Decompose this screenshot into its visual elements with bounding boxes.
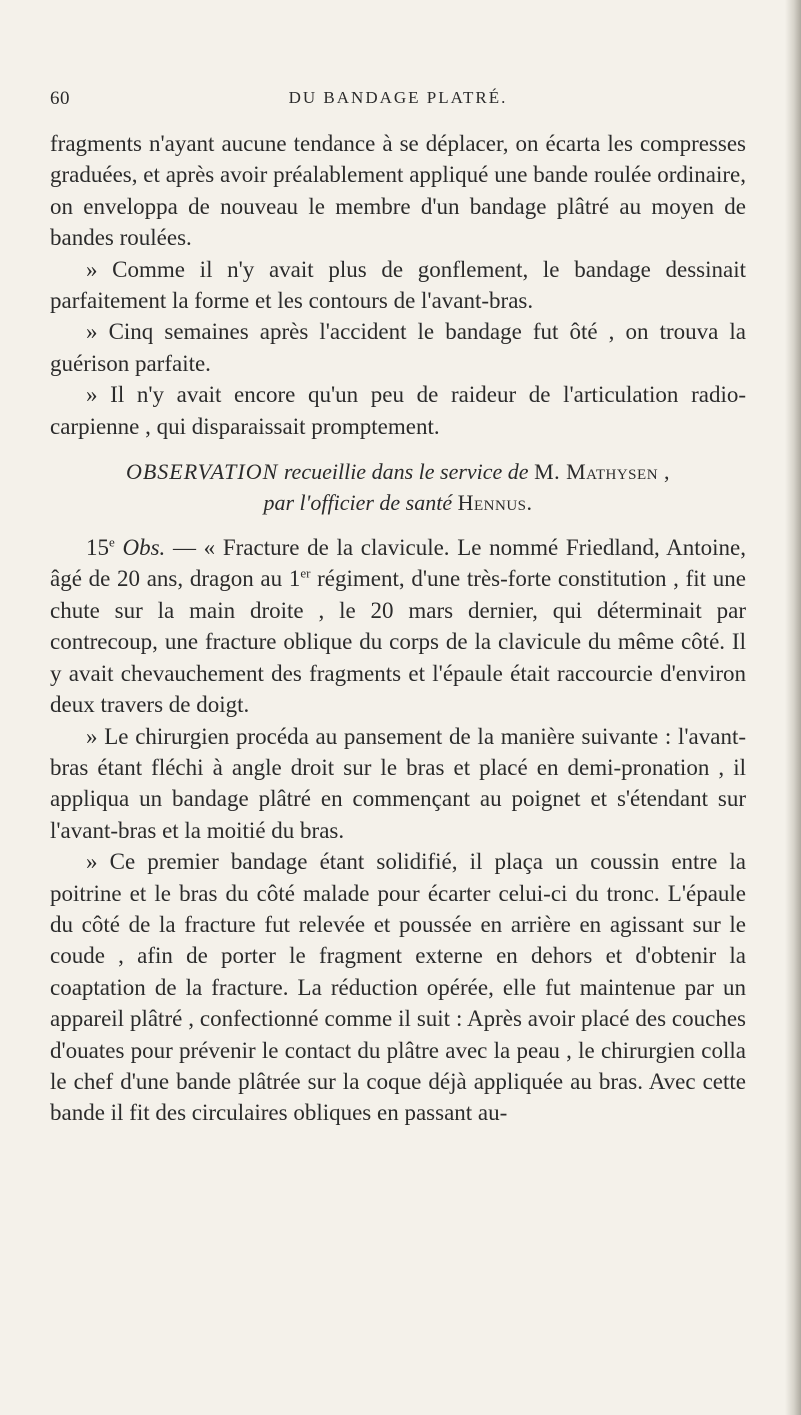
body-text bbox=[50, 128, 746, 1129]
observation-heading bbox=[50, 456, 746, 518]
observation-text-end: régiment, d'une très-forte constitution , fit une chute sur la main droite , le 20 mars dernier, qui déterminait par contrecoup, une fracture oblique du corps de la clavicule du même côté. Il y avait chevauchement des fragments et l'épaule était raccourcie d'environ deux travers de doigt. bbox=[50, 566, 746, 718]
paragraph-gonflement: » Comme il n'y avait plus de gonflement, le bandage dessinait parfaitement la forme et les contours de l'avant-bras. bbox=[50, 256, 746, 314]
paragraph-coussin: » Ce premier bandage étant solidifié, il plaça un coussin entre la poitrine et le bras du côté malade pour écarter celui-ci du tronc. L'épaule du côté de la fracture fut relevée et poussée en arrière en agissant sur le coude , afin de porter le fragment externe en dehors et d'obtenir la coaptation de la fracture. La réduction opérée, elle fut maintenue par un appareil plâtré , confectionné comme il suit : Après avoir placé des couches d'ouates pour prévenir le contact du plâtre avec la peau , le chirurgien colla le chef d'une bande plâtrée sur la coque déjà appliquée au bras. Avec cette bande il fit des circulaires obliques en passant au- bbox=[50, 849, 746, 1126]
observation-heading-name: M. Mathysen , bbox=[534, 459, 671, 485]
paragraph-pansement: » Le chirurgien procéda au pansement de la manière suivante : l'avant-bras étant fléchi à angle droit sur le bras et placé en demi-pronation , il appliqua un bandage plâtré en commençant au poignet et s'étendant sur l'avant-bras et la moitié du bras. bbox=[50, 723, 746, 843]
observation-number: 15 bbox=[86, 535, 109, 561]
observation-heading-caps: OBSERVATION bbox=[125, 459, 279, 485]
observation-text-start: — « Fracture de la clavicule. Le nommé Friedland, Antoine, âgé de 20 ans, dragon au 1 bbox=[50, 535, 747, 592]
observation-label: Obs. bbox=[122, 535, 166, 561]
page-number: 60 bbox=[50, 88, 70, 109]
running-head: DU BANDAGE PLATRÉ. bbox=[288, 88, 508, 107]
paragraph-raideur: » Il n'y avait encore qu'un peu de raideur de l'articulation radio-carpienne , qui disparaissait promptement. bbox=[50, 382, 746, 439]
page-edge-shadow bbox=[785, 0, 801, 1415]
paragraph-observation-15 bbox=[50, 532, 746, 720]
observation-heading-officer: Hennus. bbox=[457, 490, 533, 516]
regiment-ordinal-suffix: er bbox=[300, 565, 311, 581]
paragraph-guerison: » Cinq semaines après l'accident le bandage fut ôté , on trouva la guérison parfaite. bbox=[50, 319, 746, 376]
paragraph-continuation: fragments n'ayant aucune tendance à se déplacer, on écarta les compresses graduées, et après avoir préalablement appliqué une bande roulée ordinaire, on enveloppa de nouveau le membre d'un bandage plâtré au moyen de bandes roulées. bbox=[50, 131, 746, 251]
observation-heading-text: recueillie dans le service de bbox=[283, 459, 529, 485]
observation-heading-officer-label: par l'officier de santé bbox=[263, 490, 453, 516]
page-header bbox=[50, 88, 746, 110]
observation-number-suffix: e bbox=[109, 534, 115, 550]
